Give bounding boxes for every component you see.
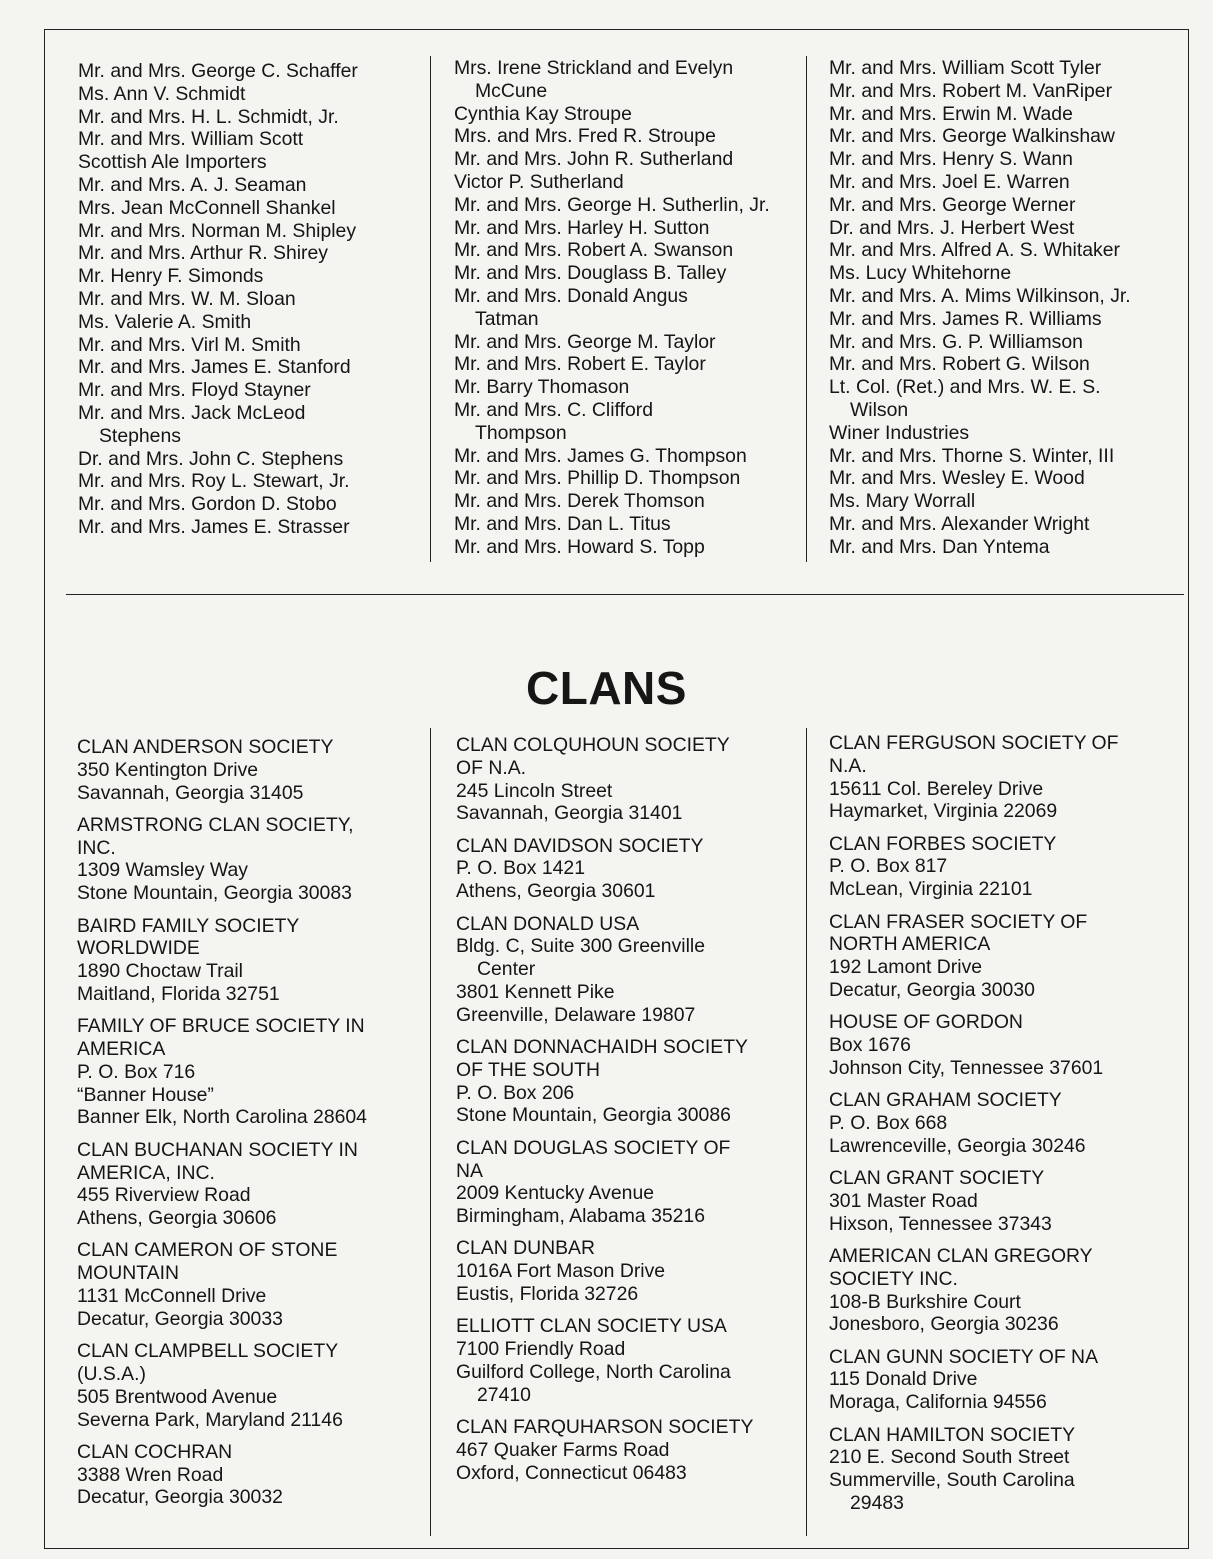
- clan-address-line: Moraga, California 94556: [829, 1391, 1047, 1414]
- clan-address-line: Jonesboro, Georgia 30236: [829, 1313, 1059, 1336]
- clan-address-line: 108-B Burkshire Court: [829, 1290, 1021, 1313]
- donor-name: Mr. and Mrs. John R. Sutherland: [454, 148, 734, 171]
- clan-name: CLAN BUCHANAN SOCIETY IN: [77, 1138, 358, 1161]
- clan-address-line: Guilford College, North Carolina: [456, 1360, 731, 1383]
- donor-name: Mr. and Mrs. George C. Schaffer: [78, 60, 358, 82]
- clan-address-line: Haymarket, Virginia 22069: [829, 800, 1058, 823]
- clan-address-line: Box 1676: [829, 1034, 911, 1057]
- donor-name: Mr. and Mrs. Phillip D. Thompson: [454, 467, 741, 490]
- donor-name: Mr. and Mrs. James R. Williams: [829, 307, 1102, 330]
- clan-address-line: 115 Donald Drive: [829, 1368, 978, 1391]
- clan-address-line: Lawrenceville, Georgia 30246: [829, 1134, 1086, 1157]
- donor-name: Mr. and Mrs. G. P. Williamson: [829, 330, 1083, 353]
- column-divider-top-1: [430, 56, 431, 562]
- clan-address-line: P. O. Box 206: [456, 1081, 575, 1104]
- clan-name: CLAN GRANT SOCIETY: [829, 1167, 1045, 1190]
- clan-entry: [77, 1139, 367, 1230]
- donor-name: Mr. and Mrs. Howard S. Topp: [454, 535, 705, 558]
- clan-entry: [829, 1089, 1118, 1157]
- clan-entry: [77, 736, 367, 804]
- clan-address-line: Summerville, South Carolina: [829, 1469, 1075, 1492]
- clan-address-line: Bldg. C, Suite 300 Greenville: [456, 935, 705, 958]
- clan-entry: [77, 915, 367, 1006]
- donor-name: Mr. and Mrs. Douglass B. Talley: [454, 262, 727, 285]
- clan-address-line: 15611 Col. Bereley Drive: [829, 777, 1044, 800]
- donor-name: Mr. and Mrs. Arthur R. Shirey: [78, 242, 328, 265]
- clan-name: CLAN HAMILTON SOCIETY: [829, 1423, 1076, 1446]
- clan-address-line: 467 Quaker Farms Road: [456, 1438, 670, 1461]
- donor-name: Mr. Barry Thomason: [454, 376, 630, 399]
- clan-name: CLAN CLAMPBELL SOCIETY: [77, 1340, 339, 1363]
- donor-name: Mr. and Mrs. A. Mims Wilkinson, Jr.: [829, 284, 1131, 307]
- donor-name: Lt. Col. (Ret.) and Mrs. W. E. S.: [829, 376, 1101, 399]
- clan-address-line: MOUNTAIN: [77, 1262, 179, 1285]
- column-divider-top-2: [806, 56, 807, 562]
- donor-name: Mr. and Mrs. Virl M. Smith: [78, 333, 301, 356]
- clan-address-line: Athens, Georgia 30601: [456, 880, 656, 903]
- clan-address-line: (U.S.A.): [77, 1362, 146, 1385]
- donor-name: Mr. Henry F. Simonds: [78, 265, 264, 288]
- clan-name: CLAN CAMERON OF STONE: [77, 1239, 338, 1262]
- donor-name: Mr. and Mrs. W. M. Sloan: [78, 287, 296, 310]
- donor-name: Mr. and Mrs. H. L. Schmidt, Jr.: [78, 105, 339, 128]
- clan-address-line: 1890 Choctaw Trail: [77, 960, 243, 983]
- clan-address-line: AMERICA: [77, 1038, 166, 1061]
- donor-name: Mr. and Mrs. Harley H. Sutton: [454, 216, 710, 239]
- clan-entry: [77, 1015, 367, 1129]
- clan-name: BAIRD FAMILY SOCIETY: [77, 914, 300, 937]
- donor-name: Ms. Ann V. Schmidt: [78, 82, 246, 105]
- donor-name: Mrs. and Mrs. Fred R. Stroupe: [454, 125, 716, 148]
- clan-address-line: 505 Brentwood Avenue: [77, 1385, 278, 1408]
- clan-name: CLAN ANDERSON SOCIETY: [77, 736, 334, 758]
- clan-name: CLAN FORBES SOCIETY: [829, 832, 1057, 855]
- donor-name: Mr. and Mrs. George M. Taylor: [454, 330, 716, 353]
- clan-entry: [829, 911, 1118, 1002]
- clan-address-line: 1016A Fort Mason Drive: [456, 1260, 666, 1283]
- clan-entry: [456, 1237, 753, 1305]
- donor-name: Mr. and Mrs. Alfred A. S. Whitaker: [829, 239, 1120, 262]
- clan-address-line: Severna Park, Maryland 21146: [77, 1408, 343, 1431]
- clan-address-line: Stone Mountain, Georgia 30083: [77, 882, 352, 905]
- donor-name: Mr. and Mrs. Erwin M. Wade: [829, 102, 1073, 125]
- clan-name: CLAN GRAHAM SOCIETY: [829, 1089, 1062, 1112]
- donor-name: Mr. and Mrs. Robert M. VanRiper: [829, 79, 1113, 102]
- clan-name: CLAN GUNN SOCIETY OF NA: [829, 1345, 1098, 1368]
- clan-address-line: Greenville, Delaware 19807: [456, 1003, 696, 1026]
- clan-address-line: 3388 Wren Road: [77, 1463, 224, 1486]
- clan-entry: [829, 1167, 1118, 1235]
- clan-address-line: P. O. Box 668: [829, 1111, 948, 1134]
- clan-entry: [77, 814, 367, 905]
- donor-name: Mr. and Mrs. Wesley E. Wood: [829, 467, 1085, 490]
- clan-name: CLAN FERGUSON SOCIETY OF: [829, 732, 1119, 754]
- clan-entry: [77, 1441, 367, 1509]
- clan-address-line: Stone Mountain, Georgia 30086: [456, 1104, 731, 1127]
- clan-address-line: N.A.: [829, 754, 867, 777]
- donor-name: Mr. and Mrs. George H. Sutherlin, Jr.: [454, 193, 770, 216]
- donor-name: Mr. and Mrs. Alexander Wright: [829, 512, 1090, 535]
- donor-name: Stephens: [99, 424, 181, 447]
- clan-address-line: Eustis, Florida 32726: [456, 1283, 639, 1306]
- clan-entry: [829, 1424, 1118, 1515]
- clan-entry: [829, 732, 1118, 823]
- donor-name: Mr. and Mrs. C. Clifford: [454, 398, 653, 421]
- donor-name: Ms. Valerie A. Smith: [78, 310, 252, 333]
- clan-name: CLAN DONALD USA: [456, 912, 640, 935]
- donor-name: Dr. and Mrs. John C. Stephens: [78, 447, 344, 470]
- donor-name: Mr. and Mrs. Derek Thomson: [454, 490, 705, 513]
- donor-name: Mr. and Mrs. Gordon D. Stobo: [78, 493, 337, 516]
- section-heading-clans: CLANS: [526, 662, 687, 714]
- clan-name: AMERICAN CLAN GREGORY: [829, 1244, 1093, 1267]
- clan-name: CLAN FRASER SOCIETY OF: [829, 910, 1088, 933]
- clan-address-line: AMERICA, INC.: [77, 1161, 215, 1184]
- clan-directory-column-3: [829, 732, 1118, 1524]
- donor-name: Mr. and Mrs. Joel E. Warren: [829, 170, 1070, 193]
- clan-address-line: Athens, Georgia 30606: [77, 1207, 277, 1230]
- donor-name: Mr. and Mrs. Robert G. Wilson: [829, 353, 1090, 376]
- donor-name: Mr. and Mrs. Dan Yntema: [829, 535, 1050, 558]
- donor-name: Mr. and Mrs. James E. Strasser: [78, 515, 350, 538]
- clan-address-line: 350 Kentington Drive: [77, 758, 259, 781]
- clan-address-line: Oxford, Connecticut 06483: [456, 1461, 687, 1484]
- clan-address-line: Savannah, Georgia 31405: [77, 781, 304, 804]
- donor-name: Mr. and Mrs. Robert A. Swanson: [454, 239, 734, 262]
- donor-name: Mr. and Mrs. Jack McLeod: [78, 401, 306, 424]
- donor-name: Mr. and Mrs. James E. Stanford: [78, 356, 351, 379]
- column-divider-bottom-1: [430, 728, 431, 1536]
- clan-address-line: OF THE SOUTH: [456, 1058, 600, 1081]
- clan-address-line: 29483: [850, 1491, 904, 1514]
- section-divider: [66, 594, 1184, 595]
- clan-name: CLAN COLQUHOUN SOCIETY: [456, 734, 730, 756]
- clan-entry: [456, 1315, 753, 1406]
- donor-name: Mr. and Mrs. Roy L. Stewart, Jr.: [78, 470, 350, 493]
- donor-list-column-3: [829, 57, 1131, 559]
- clan-address-line: Center: [477, 958, 536, 981]
- donor-name: Mr. and Mrs. Norman M. Shipley: [78, 219, 357, 242]
- clan-address-line: 3801 Kennett Pike: [456, 980, 615, 1003]
- clan-address-line: 301 Master Road: [829, 1189, 978, 1212]
- donor-name: Mr. and Mrs. Dan L. Titus: [454, 512, 671, 535]
- clan-entry: [829, 1011, 1118, 1079]
- clan-address-line: P. O. Box 1421: [456, 857, 586, 880]
- donor-name: Mr. and Mrs. Robert E. Taylor: [454, 353, 706, 376]
- clan-address-line: Johnson City, Tennessee 37601: [829, 1056, 1104, 1079]
- donor-name: Mr. and Mrs. William Scott Tyler: [829, 57, 1102, 79]
- clan-name: FAMILY OF BRUCE SOCIETY IN: [77, 1015, 365, 1038]
- clan-name: CLAN DONNACHAIDH SOCIETY: [456, 1036, 748, 1059]
- donor-name: Wilson: [850, 398, 909, 421]
- clan-name: HOUSE OF GORDON: [829, 1011, 1023, 1034]
- clan-address-line: NA: [456, 1159, 483, 1182]
- clan-name: CLAN DAVIDSON SOCIETY: [456, 834, 704, 857]
- clan-name: CLAN FARQUHARSON SOCIETY: [456, 1416, 754, 1439]
- clan-address-line: Savannah, Georgia 31401: [456, 802, 683, 825]
- clan-address-line: Hixson, Tennessee 37343: [829, 1212, 1052, 1235]
- clan-name: CLAN DOUGLAS SOCIETY OF: [456, 1136, 731, 1159]
- donor-name: Mr. and Mrs. George Walkinshaw: [829, 125, 1115, 148]
- clan-name: ELLIOTT CLAN SOCIETY USA: [456, 1315, 727, 1338]
- clan-address-line: Decatur, Georgia 30030: [829, 978, 1035, 1001]
- clan-address-line: 7100 Friendly Road: [456, 1338, 626, 1361]
- clan-name: CLAN COCHRAN: [77, 1440, 233, 1463]
- donor-name: McCune: [475, 79, 548, 102]
- clan-address-line: 245 Lincoln Street: [456, 779, 613, 802]
- clan-address-line: 455 Riverview Road: [77, 1184, 251, 1207]
- donor-name: Ms. Mary Worrall: [829, 490, 976, 513]
- clan-address-line: SOCIETY INC.: [829, 1267, 958, 1290]
- clan-entry: [829, 1346, 1118, 1414]
- clan-address-line: NORTH AMERICA: [829, 933, 991, 956]
- clan-entry: [829, 833, 1118, 901]
- clan-name: CLAN DUNBAR: [456, 1237, 595, 1260]
- clan-address-line: INC.: [77, 836, 116, 859]
- clan-address-line: 192 Lamont Drive: [829, 956, 983, 979]
- column-divider-bottom-2: [806, 728, 807, 1536]
- donor-name: Winer Industries: [829, 421, 970, 444]
- donor-name: Dr. and Mrs. J. Herbert West: [829, 216, 1075, 239]
- clan-address-line: 2009 Kentucky Avenue: [456, 1182, 655, 1205]
- donor-name: Scottish Ale Importers: [78, 151, 267, 174]
- donor-name: Mr. and Mrs. James G. Thompson: [454, 444, 747, 467]
- donor-name: Mr. and Mrs. A. J. Seaman: [78, 173, 307, 196]
- clan-address-line: P. O. Box 716: [77, 1060, 196, 1083]
- clan-address-line: P. O. Box 817: [829, 855, 948, 878]
- clan-address-line: Decatur, Georgia 30032: [77, 1486, 283, 1509]
- donor-name: Mr. and Mrs. Floyd Stayner: [78, 379, 311, 402]
- clan-address-line: Decatur, Georgia 30033: [77, 1307, 283, 1330]
- donor-name: Mr. and Mrs. George Werner: [829, 193, 1076, 216]
- clan-entry: [456, 1137, 753, 1228]
- donor-list-column-2: [454, 57, 770, 559]
- donor-name: Mrs. Irene Strickland and Evelyn: [454, 57, 734, 79]
- donor-name: Thompson: [475, 421, 567, 444]
- donor-name: Mr. and Mrs. Thorne S. Winter, III: [829, 444, 1115, 467]
- clan-address-line: 210 E. Second South Street: [829, 1446, 1070, 1469]
- clan-entry: [77, 1340, 367, 1431]
- clan-address-line: 27410: [477, 1383, 531, 1406]
- clan-address-line: Birmingham, Alabama 35216: [456, 1205, 705, 1228]
- clan-address-line: “Banner House”: [77, 1083, 214, 1106]
- clan-address-line: McLean, Virginia 22101: [829, 878, 1033, 901]
- clan-entry: [829, 1245, 1118, 1336]
- donor-name: Tatman: [475, 307, 539, 330]
- donor-name: Mr. and Mrs. Henry S. Wann: [829, 148, 1073, 171]
- donor-name: Mr. and Mrs. William Scott: [78, 128, 304, 151]
- clan-entry: [456, 734, 753, 825]
- clan-name: ARMSTRONG CLAN SOCIETY,: [77, 813, 354, 836]
- donor-name: Mrs. Jean McConnell Shankel: [78, 196, 336, 219]
- clan-entry: [456, 1036, 753, 1127]
- donor-name: Mr. and Mrs. Donald Angus: [454, 284, 688, 307]
- donor-list-column-1: [78, 60, 358, 539]
- clan-address-line: OF N.A.: [456, 756, 527, 779]
- clan-directory-column-2: [456, 734, 753, 1494]
- clan-address-line: 1131 McConnell Drive: [77, 1285, 267, 1308]
- donor-name: Victor P. Sutherland: [454, 170, 624, 193]
- donor-name: Ms. Lucy Whitehorne: [829, 262, 1012, 285]
- clan-address-line: 1309 Wamsley Way: [77, 859, 248, 882]
- clan-entry: [456, 1416, 753, 1484]
- clan-entry: [456, 835, 753, 903]
- donor-name: Cynthia Kay Stroupe: [454, 102, 632, 125]
- clan-address-line: WORLDWIDE: [77, 937, 200, 960]
- clan-address-line: Maitland, Florida 32751: [77, 982, 280, 1005]
- clan-entry: [456, 913, 753, 1027]
- clan-entry: [77, 1239, 367, 1330]
- clan-directory-column-1: [77, 736, 367, 1519]
- clan-address-line: Banner Elk, North Carolina 28604: [77, 1106, 367, 1129]
